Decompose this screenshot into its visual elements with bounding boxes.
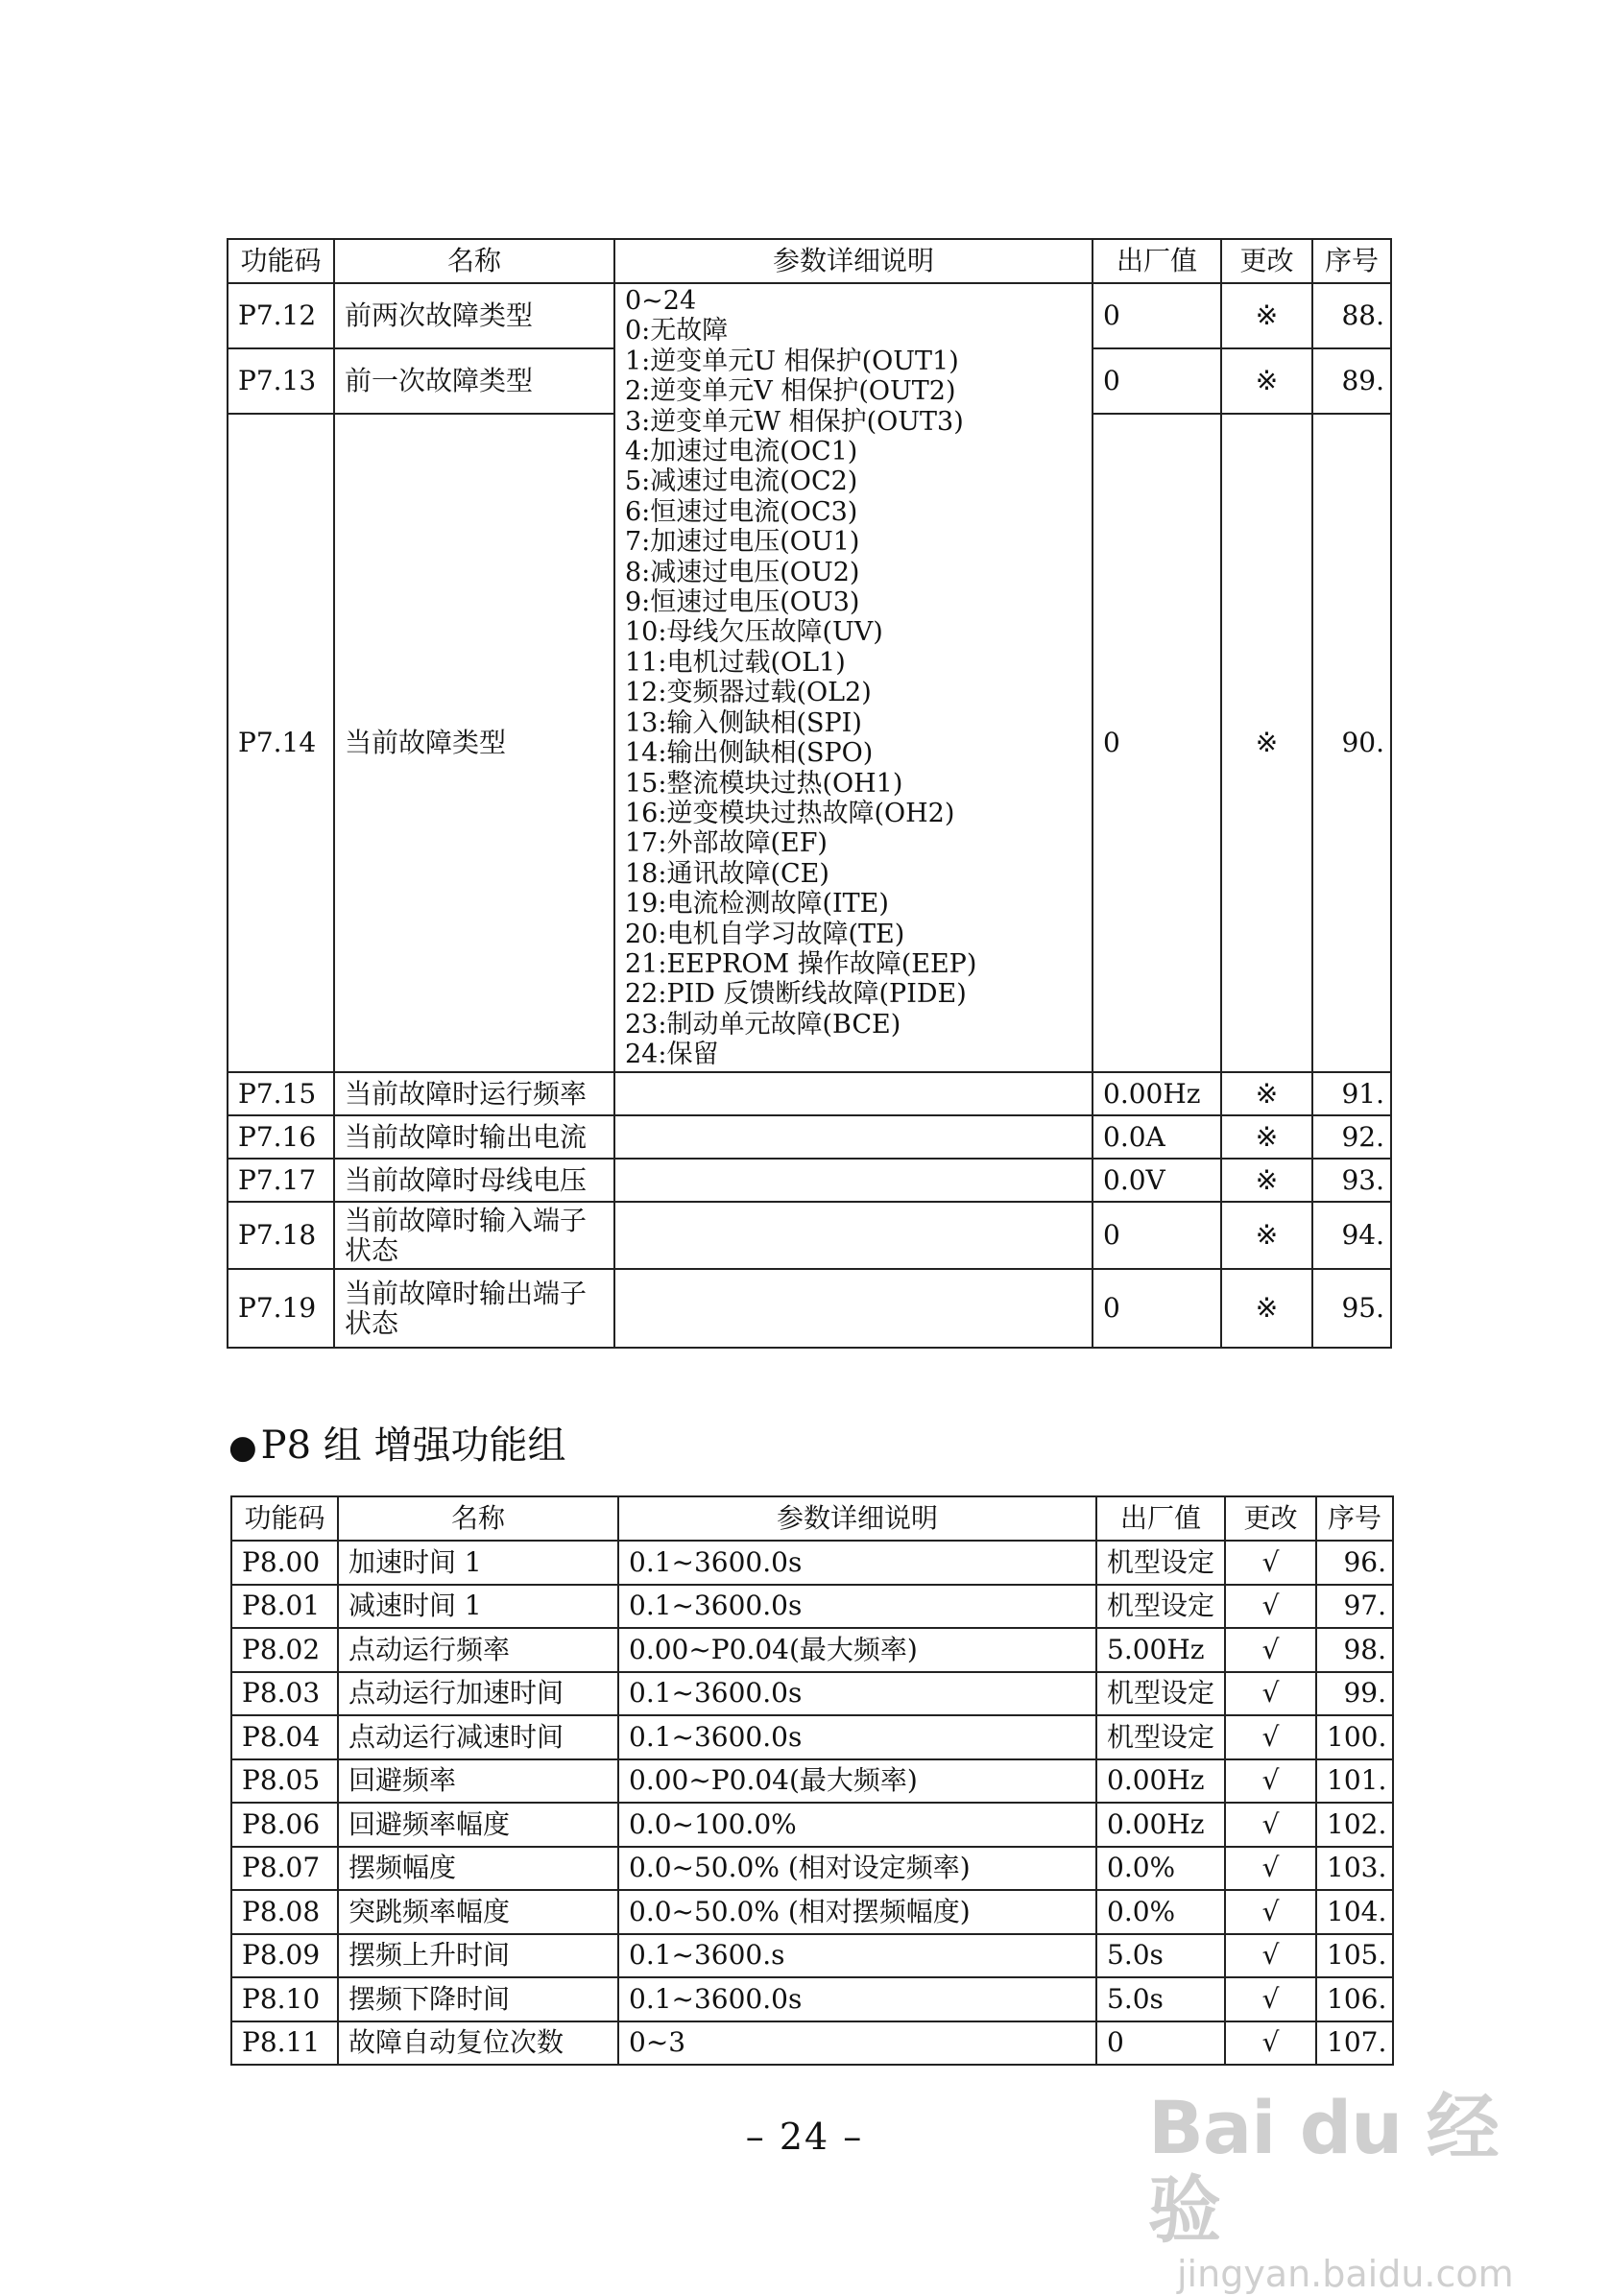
default-value: 0.0% (1096, 1890, 1225, 1934)
param-description (614, 1269, 1093, 1348)
table-row (231, 1759, 1393, 1804)
param-description (614, 1202, 1093, 1269)
section-title: P8 组 增强功能组 (260, 1423, 566, 1468)
header-description: 参数详细说明 (614, 239, 1093, 283)
param-code: P8.04 (231, 1715, 338, 1759)
seq-number: 101. (1316, 1759, 1393, 1804)
change-mark: √ (1225, 1759, 1316, 1804)
param-description: 0.1~3600.0s (618, 1585, 1096, 1629)
default-value: 0.00Hz (1093, 1072, 1221, 1115)
param-code: P7.19 (228, 1269, 334, 1348)
header-change: 更改 (1221, 239, 1312, 283)
table-row (228, 1202, 1391, 1269)
fault-type-description (614, 283, 1093, 1072)
desc-line: 9:恒速过电压(OU3) (625, 587, 860, 618)
param-name: 加速时间 1 (338, 1541, 618, 1585)
desc-line: 0~24 (625, 286, 697, 316)
fault-parameter-table (227, 238, 1392, 1349)
param-code: P7.16 (228, 1115, 334, 1159)
param-name: 当前故障时输出端子状态 (334, 1269, 614, 1348)
table-row (231, 1585, 1393, 1629)
table-row (231, 1715, 1393, 1759)
param-name: 摆频下降时间 (338, 1977, 618, 2021)
desc-line: 4:加速过电流(OC1) (625, 437, 858, 467)
desc-line: 2:逆变单元V 相保护(OUT2) (625, 376, 956, 407)
param-name: 回避频率 (338, 1759, 618, 1804)
change-mark: ※ (1221, 1159, 1312, 1202)
default-value: 5.0s (1096, 1934, 1225, 1978)
param-name: 当前故障时输出电流 (334, 1115, 614, 1159)
param-name: 摆频幅度 (338, 1847, 618, 1891)
header-code: 功能码 (228, 239, 334, 283)
seq-number: 99. (1316, 1672, 1393, 1716)
table-row (231, 1541, 1393, 1585)
desc-line: 0:无故障 (625, 316, 729, 347)
change-mark: ※ (1221, 283, 1312, 348)
param-description (614, 1072, 1093, 1115)
desc-line: 8:减速过电压(OU2) (625, 557, 860, 587)
param-code: P7.12 (228, 283, 334, 348)
header-description: 参数详细说明 (618, 1496, 1096, 1541)
param-name: 突跳频率幅度 (338, 1890, 618, 1934)
param-code: P7.18 (228, 1202, 334, 1269)
param-description (614, 1115, 1093, 1159)
table-row (228, 1159, 1391, 1202)
param-name: 当前故障时运行频率 (334, 1072, 614, 1115)
param-code: P8.11 (231, 2021, 338, 2066)
table-header-row (231, 1496, 1393, 1541)
change-mark: ※ (1221, 414, 1312, 1072)
seq-number: 102. (1316, 1803, 1393, 1847)
desc-line: 11:电机过载(OL1) (625, 647, 846, 678)
desc-line: 3:逆变单元W 相保护(OUT3) (625, 406, 964, 437)
default-value: 0.00Hz (1096, 1759, 1225, 1804)
param-name: 点动运行减速时间 (338, 1715, 618, 1759)
param-code: P7.17 (228, 1159, 334, 1202)
change-mark: √ (1225, 1585, 1316, 1629)
desc-line: 19:电流检测故障(ITE) (625, 889, 889, 920)
param-name: 点动运行频率 (338, 1628, 618, 1672)
default-value: 机型设定 (1096, 1541, 1225, 1585)
param-name: 前一次故障类型 (334, 348, 614, 414)
desc-line: 12:变频器过载(OL2) (625, 678, 872, 708)
param-name: 当前故障时输入端子状态 (334, 1202, 614, 1269)
desc-line: 6:恒速过电流(OC3) (625, 496, 858, 527)
table-row (231, 1803, 1393, 1847)
header-default: 出厂值 (1093, 239, 1221, 283)
default-value: 0.00Hz (1096, 1803, 1225, 1847)
table-row (231, 1847, 1393, 1891)
desc-line: 18:通讯故障(CE) (625, 858, 829, 889)
desc-line: 21:EEPROM 操作故障(EEP) (625, 948, 977, 979)
seq-number: 104. (1316, 1890, 1393, 1934)
seq-number: 91. (1312, 1072, 1391, 1115)
change-mark: √ (1225, 1977, 1316, 2021)
seq-number: 103. (1316, 1847, 1393, 1891)
table-row (228, 1115, 1391, 1159)
desc-line: 1:逆变单元U 相保护(OUT1) (625, 346, 959, 376)
seq-number: 98. (1316, 1628, 1393, 1672)
default-value: 0 (1093, 414, 1221, 1072)
param-description: 0.1~3600.s (618, 1934, 1096, 1978)
default-value: 5.00Hz (1096, 1628, 1225, 1672)
table-row (228, 283, 1391, 348)
seq-number: 105. (1316, 1934, 1393, 1978)
default-value: 0.0V (1093, 1159, 1221, 1202)
change-mark: ※ (1221, 1202, 1312, 1269)
table-row (228, 1269, 1391, 1348)
default-value: 5.0s (1096, 1977, 1225, 2021)
header-default: 出厂值 (1096, 1496, 1225, 1541)
table-row (231, 1890, 1393, 1934)
change-mark: √ (1225, 1628, 1316, 1672)
param-code: P8.01 (231, 1585, 338, 1629)
desc-line: 13:输入侧缺相(SPI) (625, 707, 862, 738)
param-description: 0.1~3600.0s (618, 1541, 1096, 1585)
param-name: 前两次故障类型 (334, 283, 614, 348)
seq-number: 89. (1312, 348, 1391, 414)
param-code: P8.03 (231, 1672, 338, 1716)
param-description: 0.0~100.0% (618, 1803, 1096, 1847)
param-description: 0.0~50.0% (相对摆频幅度) (618, 1890, 1096, 1934)
seq-number: 106. (1316, 1977, 1393, 2021)
param-description: 0.1~3600.0s (618, 1977, 1096, 2021)
param-name: 摆频上升时间 (338, 1934, 618, 1978)
param-description: 0.1~3600.0s (618, 1715, 1096, 1759)
change-mark: √ (1225, 1890, 1316, 1934)
change-mark: √ (1225, 1934, 1316, 1978)
default-value: 0.0A (1093, 1115, 1221, 1159)
param-code: P8.00 (231, 1541, 338, 1585)
header-code: 功能码 (231, 1496, 338, 1541)
change-mark: ※ (1221, 1072, 1312, 1115)
change-mark: √ (1225, 2021, 1316, 2066)
param-name: 减速时间 1 (338, 1585, 618, 1629)
header-name: 名称 (334, 239, 614, 283)
section-heading (228, 1423, 565, 1471)
seq-number: 94. (1312, 1202, 1391, 1269)
desc-line: 14:输出侧缺相(SPO) (625, 738, 874, 769)
watermark-logo: Bai du 经验 (1148, 2085, 1499, 2253)
param-name: 点动运行加速时间 (338, 1672, 618, 1716)
change-mark: √ (1225, 1715, 1316, 1759)
seq-number: 93. (1312, 1159, 1391, 1202)
param-code: P8.07 (231, 1847, 338, 1891)
seq-number: 92. (1312, 1115, 1391, 1159)
param-name: 回避频率幅度 (338, 1803, 618, 1847)
table-row (231, 1934, 1393, 1978)
table-row (231, 1672, 1393, 1716)
default-value: 0 (1096, 2021, 1225, 2066)
seq-number: 95. (1312, 1269, 1391, 1348)
seq-number: 97. (1316, 1585, 1393, 1629)
change-mark: √ (1225, 1847, 1316, 1891)
table-row (231, 2021, 1393, 2066)
param-code: P8.05 (231, 1759, 338, 1804)
header-change: 更改 (1225, 1496, 1316, 1541)
param-description: 0.0~50.0% (相对设定频率) (618, 1847, 1096, 1891)
desc-line: 16:逆变模块过热故障(OH2) (625, 798, 955, 828)
param-name: 当前故障类型 (334, 414, 614, 1072)
default-value: 机型设定 (1096, 1585, 1225, 1629)
change-mark: ※ (1221, 1115, 1312, 1159)
param-code: P8.09 (231, 1934, 338, 1978)
header-name: 名称 (338, 1496, 618, 1541)
param-code: P8.06 (231, 1803, 338, 1847)
default-value: 机型设定 (1096, 1715, 1225, 1759)
param-description: 0~3 (618, 2021, 1096, 2066)
enhanced-function-table (230, 1495, 1394, 2066)
seq-number: 107. (1316, 2021, 1393, 2066)
param-code: P7.13 (228, 348, 334, 414)
table-row (231, 1628, 1393, 1672)
page-number: – 24 – (745, 2116, 864, 2158)
bullet-icon: ● (228, 1428, 257, 1467)
param-name: 当前故障时母线电压 (334, 1159, 614, 1202)
default-value: 0.0% (1096, 1847, 1225, 1891)
desc-line: 20:电机自学习故障(TE) (625, 919, 905, 949)
param-description: 0.00~P0.04(最大频率) (618, 1759, 1096, 1804)
table-header-row (228, 239, 1391, 283)
change-mark: √ (1225, 1541, 1316, 1585)
baidu-watermark (1148, 2085, 1514, 2295)
change-mark: √ (1225, 1672, 1316, 1716)
change-mark: ※ (1221, 348, 1312, 414)
desc-line: 17:外部故障(EF) (625, 828, 828, 859)
param-name: 故障自动复位次数 (338, 2021, 618, 2066)
desc-line: 23:制动单元故障(BCE) (625, 1009, 901, 1040)
seq-number: 90. (1312, 414, 1391, 1072)
seq-number: 100. (1316, 1715, 1393, 1759)
param-description (614, 1159, 1093, 1202)
param-code: P7.14 (228, 414, 334, 1072)
param-code: P7.15 (228, 1072, 334, 1115)
seq-number: 88. (1312, 283, 1391, 348)
default-value: 0 (1093, 1269, 1221, 1348)
header-seq: 序号 (1316, 1496, 1393, 1541)
param-description: 0.1~3600.0s (618, 1672, 1096, 1716)
table-row (231, 1977, 1393, 2021)
header-seq: 序号 (1312, 239, 1391, 283)
table-row (228, 1072, 1391, 1115)
desc-line: 22:PID 反馈断线故障(PIDE) (625, 979, 967, 1010)
default-value: 机型设定 (1096, 1672, 1225, 1716)
desc-line: 10:母线欠压故障(UV) (625, 617, 883, 648)
desc-line: 24:保留 (625, 1040, 719, 1070)
seq-number: 96. (1316, 1541, 1393, 1585)
watermark-url: jingyan.baidu.com (1177, 2253, 1514, 2295)
param-code: P8.10 (231, 1977, 338, 2021)
change-mark: ※ (1221, 1269, 1312, 1348)
param-code: P8.08 (231, 1890, 338, 1934)
desc-line: 7:加速过电压(OU1) (625, 527, 860, 558)
desc-line: 5:减速过电流(OC2) (625, 466, 858, 497)
change-mark: √ (1225, 1803, 1316, 1847)
param-description: 0.00~P0.04(最大频率) (618, 1628, 1096, 1672)
param-code: P8.02 (231, 1628, 338, 1672)
desc-line: 15:整流模块过热(OH1) (625, 768, 903, 799)
default-value: 0 (1093, 1202, 1221, 1269)
default-value: 0 (1093, 283, 1221, 348)
default-value: 0 (1093, 348, 1221, 414)
